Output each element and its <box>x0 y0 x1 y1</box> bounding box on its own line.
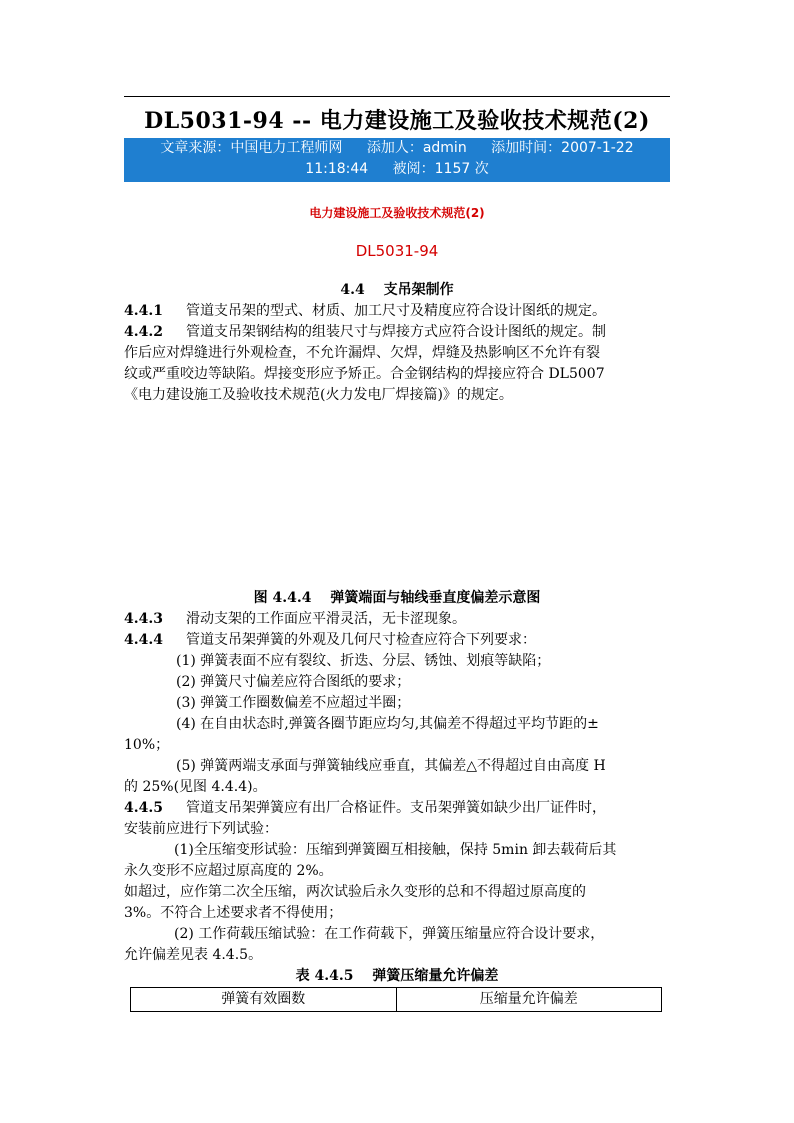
clause-4-4-3: 4.4.3 滑动支架的工作面应平滑灵活，无卡涩现象。 <box>124 611 466 627</box>
table-header-cell: 压缩量允许偏差 <box>396 988 662 1012</box>
clause-4-4-1: 4.4.1 管道支吊架的型式、材质、加工尺寸及精度应符合设计图纸的规定。 <box>124 303 606 319</box>
article-added-date: 添加时间：2007-1-22 <box>491 140 634 156</box>
clause-line: 作后应对焊缝进行外观检查，不允许漏焊、欠焊，焊缝及热影响区不允许有裂 <box>124 345 600 361</box>
article-subtitle: 电力建设施工及验收技术规范(2) <box>309 206 485 220</box>
test-item: (1)全压缩变形试验：压缩到弹簧圈互相接触，保持 5min 卸去载荷后其 <box>174 842 617 858</box>
article-views: 被阅：1157 次 <box>392 161 489 177</box>
section-continued <box>124 588 670 1012</box>
article-adder: 添加人：admin <box>366 140 467 156</box>
clause-line: 如超过，应作第二次全压缩，两次试验后永久变形的总和不得超过原高度的 <box>124 884 586 900</box>
list-item: (2) 弹簧尺寸偏差应符合图纸的要求； <box>176 674 411 690</box>
tolerance-table <box>130 987 662 1012</box>
table-header-row <box>131 988 662 1012</box>
test-item: (2) 工作荷载压缩试验：在工作荷载下，弹簧压缩量应符合设计要求， <box>174 926 605 942</box>
section-heading: 4.4 支吊架制作 <box>340 282 454 298</box>
list-item: (1) 弹簧表面不应有裂纹、折迭、分层、锈蚀、划痕等缺陷； <box>176 653 551 669</box>
clause-line: 3%。不符合上述要求者不得使用； <box>124 905 343 921</box>
clause-line: 安装前应进行下列试验： <box>124 821 278 837</box>
list-item-cont: 10%； <box>124 737 170 753</box>
table-header-cell: 弹簧有效圈数 <box>131 988 397 1012</box>
article-added-time: 11:18:44 <box>305 161 369 177</box>
list-item: (3) 弹簧工作圈数偏差不应超过半圈； <box>176 695 411 711</box>
article-meta-bar <box>124 138 670 182</box>
clause-4-4-2: 4.4.2 管道支吊架钢结构的组装尺寸与焊接方式应符合设计图纸的规定。制 <box>124 324 606 340</box>
table-caption: 表 4.4.5 弹簧压缩量允许偏差 <box>295 968 499 984</box>
figure-caption: 图 4.4.4 弹簧端面与轴线垂直度偏差示意图 <box>253 590 541 606</box>
clause-line: 纹或严重咬边等缺陷。焊接变形应予矫正。合金钢结构的焊接应符合 DL5007 <box>124 366 605 382</box>
clause-line: 允许偏差见表 4.4.5。 <box>124 947 263 963</box>
list-item: (4) 在自由状态时,弹簧各圈节距应均匀,其偏差不得超过平均节距的± <box>176 716 599 732</box>
list-item-cont: 的 25%(见图 4.4.4)。 <box>124 779 267 795</box>
top-rule <box>124 96 670 97</box>
page-title: DL5031-94 -- 电力建设施工及验收技术规范(2) <box>144 108 650 134</box>
standard-code: DL5031-94 <box>355 242 439 260</box>
clause-line: 永久变形不应超过原高度的 2%。 <box>124 863 333 879</box>
clause-4-4-5: 4.4.5 管道支吊架弹簧应有出厂合格证件。支吊架弹簧如缺少出厂证件时， <box>124 800 606 816</box>
article-source: 文章来源：中国电力工程师网 <box>160 140 343 156</box>
section-4-4 <box>124 280 670 406</box>
clause-line: 《电力建设施工及验收技术规范(火力发电厂焊接篇)》的规定。 <box>124 387 513 403</box>
list-item: (5) 弹簧两端支承面与弹簧轴线应垂直，其偏差△不得超过自由高度 H <box>176 758 606 774</box>
clause-4-4-4: 4.4.4 管道支吊架弹簧的外观及几何尺寸检查应符合下列要求： <box>124 632 536 648</box>
